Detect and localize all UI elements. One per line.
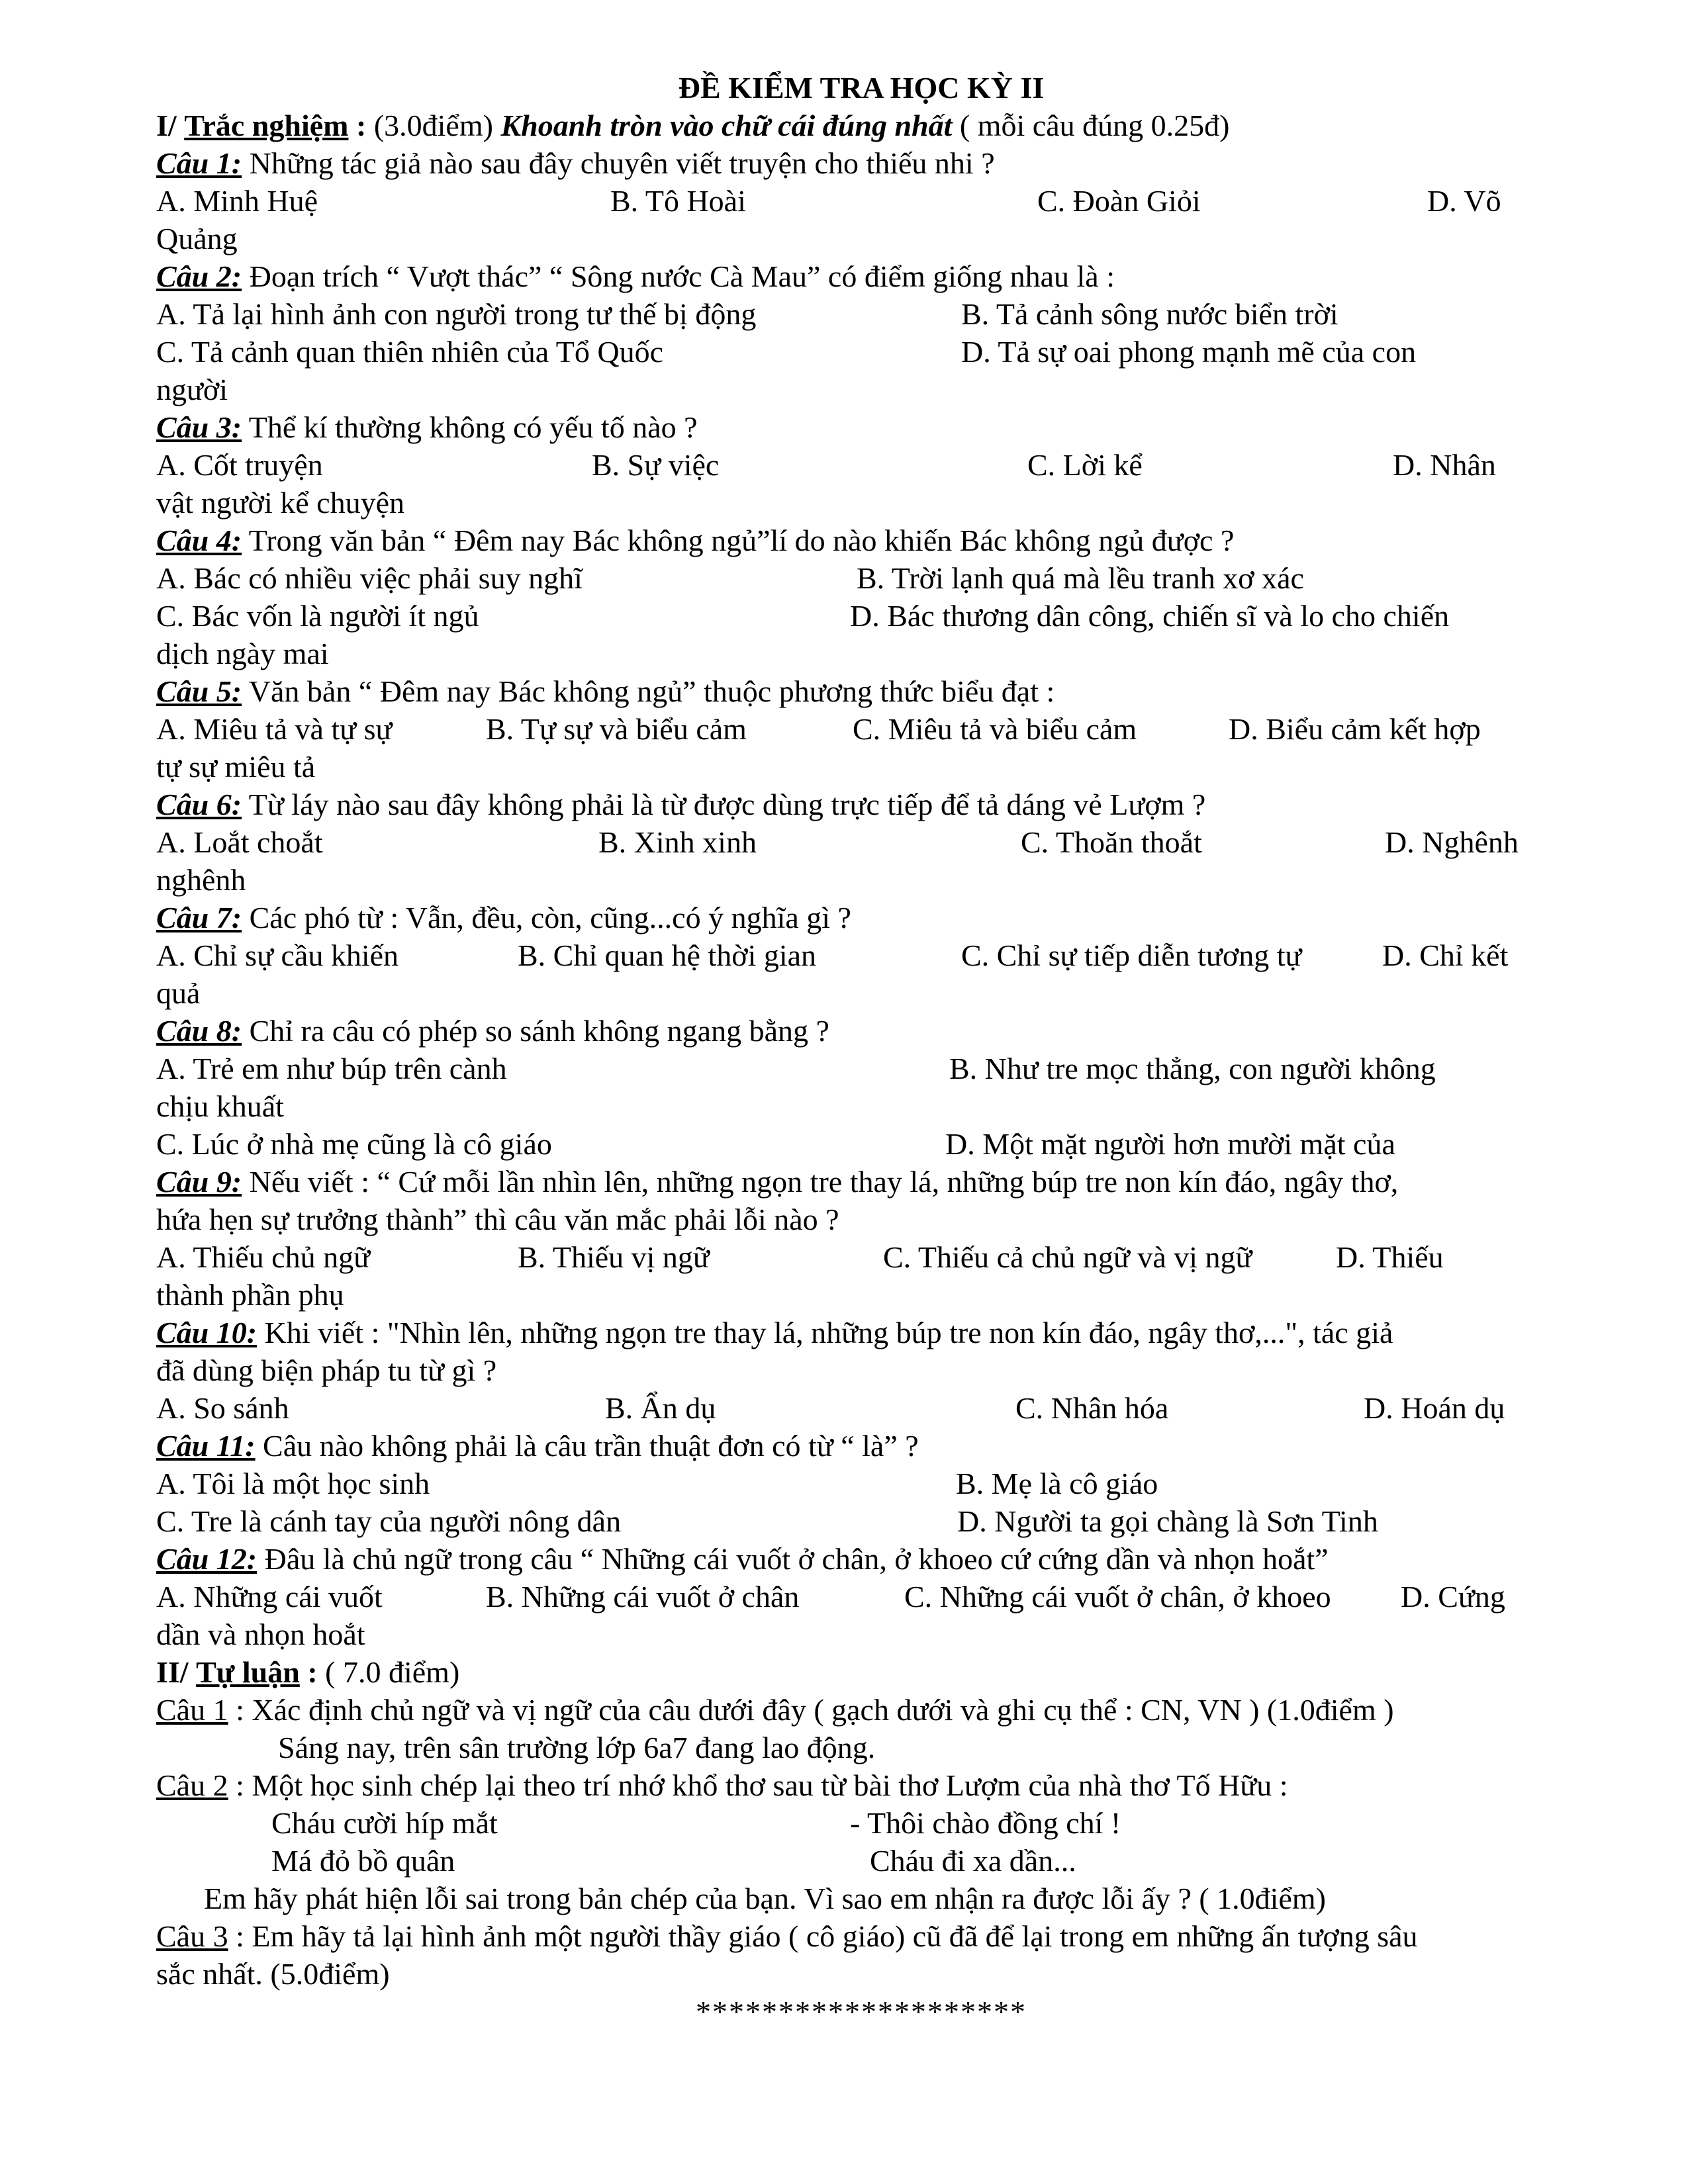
- part1-colon: :: [348, 109, 367, 142]
- question-2: [156, 257, 1566, 295]
- essay-question-3: [156, 1917, 1566, 1955]
- question-label: Câu 1:: [156, 146, 242, 180]
- question-label: Câu 2:: [156, 259, 242, 293]
- option-a[interactable]: A. Thiếu chủ ngữ: [156, 1240, 371, 1274]
- option-b[interactable]: B. Trời lạnh quá mà lều tranh xơ xác: [857, 561, 1304, 595]
- question-10-text2: đã dùng biện pháp tu từ gì ?: [156, 1353, 497, 1387]
- question-1: [156, 144, 1566, 182]
- question-8-continuation: chịu khuất: [156, 1089, 284, 1123]
- question-12: [156, 1540, 1566, 1578]
- question-2-options-row1: [156, 295, 1566, 333]
- option-a[interactable]: A. Bác có nhiều việc phải suy nghĩ: [156, 561, 583, 595]
- question-text: Các phó từ : Vẫn, đều, còn, cũng...có ý nghĩa gì ?: [249, 901, 851, 934]
- option-d[interactable]: D. Người ta gọi chàng là Sơn Tinh: [957, 1504, 1378, 1538]
- option-b[interactable]: B. Tô Hoài: [610, 184, 746, 218]
- question-text: Thể kí thường không có yếu tố nào ?: [248, 410, 698, 444]
- option-a[interactable]: A. Tả lại hình ảnh con người trong tư thế bị động: [156, 297, 757, 331]
- option-d[interactable]: D. Chỉ kết: [1382, 938, 1509, 972]
- question-6: [156, 786, 1566, 823]
- essay-task: Em hãy phát hiện lỗi sai trong bản chép của bạn. Vì sao em nhận ra được lỗi ấy ? ( 1.0điểm): [204, 1882, 1326, 1915]
- question-2-continuation: người: [156, 373, 228, 406]
- part2-name: Tự luận: [196, 1655, 300, 1689]
- essay-question-2: [156, 1766, 1566, 1804]
- option-d[interactable]: D. Nghênh: [1385, 825, 1519, 859]
- question-12-options: [156, 1578, 1566, 1615]
- option-a[interactable]: A. Trẻ em như búp trên cành: [156, 1052, 507, 1085]
- option-b[interactable]: B. Tự sự và biểu cảm: [486, 712, 747, 746]
- question-text: Câu nào không phải là câu trần thuật đơn có từ “ là” ?: [263, 1429, 919, 1463]
- question-label: Câu 5:: [156, 674, 242, 708]
- question-9-text2: hứa hẹn sự trưởng thành” thì câu văn mắc phải lỗi nào ?: [156, 1203, 839, 1236]
- question-text: Chỉ ra câu có phép so sánh không ngang bằng ?: [249, 1014, 829, 1048]
- question-6-continuation: nghênh: [156, 863, 246, 897]
- question-text: Từ láy nào sau đây không phải là từ được dùng trực tiếp để tả dáng vẻ Lượm ?: [248, 788, 1206, 821]
- question-5-options: [156, 710, 1566, 748]
- question-5-continuation: tự sự miêu tả: [156, 750, 316, 784]
- part1-label: I/: [156, 109, 177, 142]
- question-text: Đoạn trích “ Vượt thác” “ Sông nước Cà Mau” có điểm giống nhau là :: [249, 259, 1115, 293]
- question-12-continuation: dần và nhọn hoắt: [156, 1617, 365, 1651]
- part2-colon: :: [299, 1655, 318, 1689]
- essay-text: : Một học sinh chép lại theo trí nhớ khổ thơ sau từ bài thơ Lượm của nhà thơ Tố Hữu :: [228, 1768, 1288, 1802]
- question-10-options: [156, 1389, 1566, 1427]
- question-9-continuation: thành phần phụ: [156, 1278, 344, 1312]
- question-label: Câu 9:: [156, 1165, 242, 1199]
- essay-text: : Xác định chủ ngữ và vị ngữ của câu dưới đây ( gạch dưới và ghi cụ thể : CN, VN ) (1.0điểm ): [228, 1693, 1394, 1727]
- option-d[interactable]: D. Biểu cảm kết hợp: [1229, 712, 1481, 746]
- option-d[interactable]: D. Thiếu: [1336, 1240, 1444, 1274]
- question-6-options: [156, 823, 1566, 861]
- poem-verse: Má đỏ bồ quân: [271, 1844, 455, 1878]
- option-a[interactable]: A. Những cái vuốt: [156, 1580, 383, 1614]
- option-d[interactable]: D. Tả sự oai phong mạnh mẽ của con: [961, 335, 1417, 369]
- option-c[interactable]: C. Chỉ sự tiếp diễn tương tự: [961, 938, 1302, 972]
- poem-verse: Cháu đi xa dần...: [870, 1844, 1076, 1878]
- question-text: Nếu viết : “ Cứ mỗi lần nhìn lên, những ngọn tre thay lá, những búp tre non kín đáo, ngây thơ,: [249, 1165, 1399, 1199]
- question-7: [156, 899, 1566, 936]
- exam-page: [156, 69, 1566, 2030]
- question-5: [156, 672, 1566, 710]
- option-a[interactable]: A. Tôi là một học sinh: [156, 1467, 430, 1500]
- question-9-options: [156, 1238, 1566, 1276]
- option-b[interactable]: B. Sự việc: [592, 448, 720, 482]
- question-11: [156, 1427, 1566, 1465]
- question-label: Câu 8:: [156, 1014, 242, 1048]
- essay-label: Câu 1: [156, 1693, 228, 1727]
- essay-question-1: [156, 1691, 1566, 1729]
- option-d[interactable]: D. Võ: [1427, 184, 1501, 218]
- question-label: Câu 6:: [156, 788, 242, 821]
- question-3-continuation: vật người kể chuyện: [156, 486, 404, 520]
- essay-label: Câu 2: [156, 1768, 228, 1802]
- question-4-options-row1: [156, 559, 1566, 597]
- option-b[interactable]: B. Thiếu vị ngữ: [518, 1240, 710, 1274]
- option-b[interactable]: B. Ẩn dụ: [605, 1391, 716, 1425]
- option-c[interactable]: C. Đoàn Giỏi: [1037, 184, 1201, 218]
- option-a[interactable]: A. So sánh: [156, 1391, 289, 1425]
- option-c[interactable]: C. Tre là cánh tay của người nông dân: [156, 1504, 622, 1538]
- option-c[interactable]: C. Lời kể: [1027, 448, 1143, 482]
- question-text: Khi viết : "Nhìn lên, những ngọn tre thay lá, những búp tre non kín đáo, ngây thơ,...", tác giả: [264, 1316, 1393, 1349]
- essay-question-3-text2: sắc nhất. (5.0điểm): [156, 1957, 390, 1991]
- question-text: Những tác giả nào sau đây chuyên viết truyện cho thiếu nhi ?: [249, 146, 995, 180]
- option-c[interactable]: C. Lúc ở nhà mẹ cũng là cô giáo: [156, 1127, 552, 1161]
- question-label: Câu 12:: [156, 1542, 258, 1576]
- option-b[interactable]: B. Tả cảnh sông nước biển trời: [961, 297, 1338, 331]
- option-a[interactable]: A. Minh Huệ: [156, 184, 318, 218]
- question-11-options-row1: [156, 1465, 1566, 1502]
- question-label: Câu 4:: [156, 523, 242, 557]
- option-a[interactable]: A. Chỉ sự cầu khiến: [156, 938, 399, 972]
- option-c[interactable]: C. Những cái vuốt ở chân, ở khoeo: [904, 1580, 1331, 1614]
- option-c[interactable]: C. Thiếu cả chủ ngữ và vị ngữ: [883, 1240, 1252, 1274]
- question-text: Văn bản “ Đêm nay Bác không ngủ” thuộc phương thức biểu đạt :: [248, 674, 1055, 708]
- question-1-continuation: Quảng: [156, 222, 238, 255]
- part2-label: II/: [156, 1655, 189, 1689]
- poem-line-2: [156, 1842, 1566, 1880]
- page-title: ĐỀ KIỂM TRA HỌC KỲ II: [678, 71, 1045, 105]
- part2-points: ( 7.0 điểm): [325, 1655, 460, 1689]
- part2-heading: [156, 1653, 1566, 1691]
- essay-text: : Em hãy tả lại hình ảnh một người thầy giáo ( cô giáo) cũ đã để lại trong em những ấn tượng sâu: [228, 1919, 1418, 1953]
- question-label: Câu 7:: [156, 901, 242, 934]
- option-a[interactable]: A. Cốt truyện: [156, 448, 323, 482]
- option-b[interactable]: B. Những cái vuốt ở chân: [486, 1580, 800, 1614]
- question-3-options: [156, 446, 1566, 484]
- option-a[interactable]: A. Loắt choắt: [156, 825, 323, 859]
- question-4-options-row2: [156, 597, 1566, 635]
- question-7-options: [156, 936, 1566, 974]
- option-c[interactable]: C. Thoăn thoắt: [1021, 825, 1202, 859]
- question-text: Đâu là chủ ngữ trong câu “ Những cái vuốt ở chân, ở khoeo cứ cứng dần và nhọn hoắt”: [264, 1542, 1329, 1576]
- part1-note: ( mỗi câu đúng 0.25đ): [959, 109, 1230, 142]
- question-7-continuation: quả: [156, 976, 201, 1010]
- question-1-options: [156, 182, 1566, 220]
- question-8: [156, 1012, 1566, 1050]
- footer-divider: ********************: [696, 1995, 1027, 2028]
- option-d[interactable]: D. Một mặt người hơn mười mặt của: [945, 1127, 1395, 1161]
- part1-instruction: Khoanh tròn vào chữ cái đúng nhất: [500, 109, 953, 142]
- question-label: Câu 3:: [156, 410, 242, 444]
- question-text: Trong văn bản “ Đêm nay Bác không ngủ”lí do nào khiến Bác không ngủ được ?: [248, 523, 1235, 557]
- question-9: [156, 1163, 1566, 1201]
- essay-sentence: Sáng nay, trên sân trường lớp 6a7 đang lao động.: [278, 1731, 876, 1764]
- question-3: [156, 408, 1566, 446]
- question-label: Câu 10:: [156, 1316, 258, 1349]
- question-2-options-row2: [156, 333, 1566, 371]
- essay-label: Câu 3: [156, 1919, 228, 1953]
- part1-heading: [156, 107, 1566, 144]
- option-b[interactable]: B. Xinh xinh: [598, 825, 757, 859]
- option-a[interactable]: A. Miêu tả và tự sự: [156, 712, 393, 746]
- question-label: Câu 11:: [156, 1429, 256, 1463]
- option-c[interactable]: C. Nhân hóa: [1015, 1391, 1169, 1425]
- question-4-continuation: dịch ngày mai: [156, 637, 329, 670]
- part1-name: Trắc nghiệm: [184, 109, 349, 142]
- question-11-options-row2: [156, 1502, 1566, 1540]
- poem-verse: Cháu cười híp mắt: [271, 1806, 498, 1840]
- option-c[interactable]: C. Miêu tả và biểu cảm: [853, 712, 1137, 746]
- option-b[interactable]: B. Như tre mọc thẳng, con người không: [949, 1052, 1436, 1085]
- option-d[interactable]: D. Bác thương dân công, chiến sĩ và lo cho chiến: [850, 599, 1450, 633]
- part1-points: (3.0điểm): [373, 109, 493, 142]
- poem-line-1: [156, 1804, 1566, 1842]
- option-b[interactable]: B. Chỉ quan hệ thời gian: [518, 938, 817, 972]
- question-10: [156, 1314, 1566, 1351]
- question-8-options-row2: [156, 1125, 1566, 1163]
- option-c[interactable]: C. Tả cảnh quan thiên nhiên của Tổ Quốc: [156, 335, 664, 369]
- option-c[interactable]: C. Bác vốn là người ít ngủ: [156, 599, 479, 633]
- option-d[interactable]: D. Hoán dụ: [1364, 1391, 1505, 1425]
- poem-verse: - Thôi chào đồng chí !: [850, 1806, 1121, 1840]
- option-d[interactable]: D. Cứng: [1401, 1580, 1505, 1614]
- option-b[interactable]: B. Mẹ là cô giáo: [956, 1467, 1158, 1500]
- question-4: [156, 522, 1566, 559]
- question-8-options-row1: [156, 1050, 1566, 1087]
- option-d[interactable]: D. Nhân: [1393, 448, 1496, 482]
